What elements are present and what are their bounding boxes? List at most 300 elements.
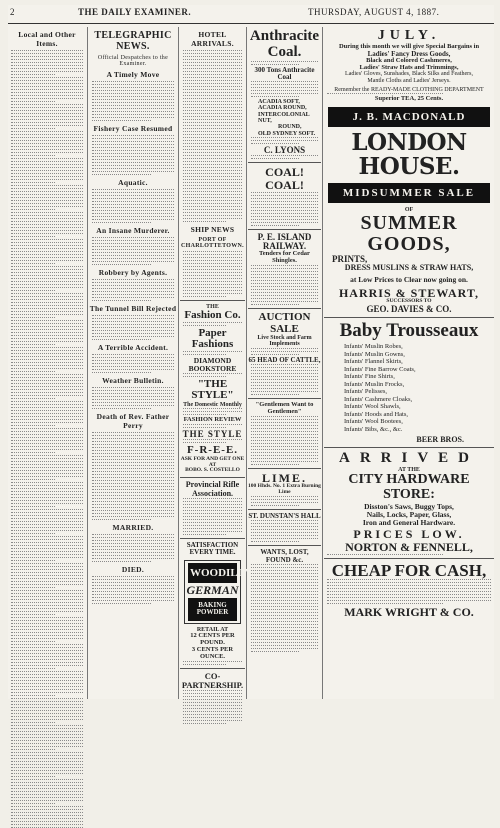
text-line <box>11 419 83 420</box>
text-line <box>11 248 83 249</box>
text-line <box>92 222 151 223</box>
text-line <box>92 507 174 508</box>
text-line <box>11 479 55 480</box>
text-line <box>11 110 83 111</box>
text-line <box>11 335 83 336</box>
text-line <box>11 797 83 798</box>
text-line <box>11 218 83 219</box>
text-line <box>183 507 242 508</box>
text-line <box>92 339 151 340</box>
text-line <box>92 369 174 370</box>
text-line <box>251 639 318 640</box>
text-line <box>251 502 318 503</box>
text-line <box>11 233 83 234</box>
text-line <box>183 197 242 198</box>
text-line <box>92 291 174 292</box>
text-line <box>92 264 151 265</box>
ad-body <box>182 498 243 535</box>
text-line <box>11 197 83 198</box>
text-line <box>251 499 318 500</box>
text-line <box>11 647 83 648</box>
text-line <box>251 367 318 368</box>
text-line <box>11 476 83 477</box>
text-line <box>183 164 242 165</box>
text-line <box>11 413 83 414</box>
text-line <box>183 272 242 273</box>
text-line <box>11 116 83 117</box>
text-line <box>92 87 174 88</box>
article-text <box>91 576 175 604</box>
text-line <box>183 134 242 135</box>
text-line <box>11 194 83 195</box>
text-line <box>11 812 83 813</box>
text-line <box>11 347 83 348</box>
text-line <box>11 572 83 573</box>
text-line <box>11 611 83 612</box>
text-line <box>11 251 83 252</box>
text-line <box>11 80 83 81</box>
text-line <box>11 707 83 708</box>
text-line <box>251 446 318 447</box>
text-line <box>251 576 318 577</box>
ad-text: Iron and General Hardware. <box>362 517 456 527</box>
text-line <box>183 146 242 147</box>
text-line <box>11 254 83 255</box>
text-line <box>92 600 174 601</box>
text-line <box>11 380 83 381</box>
ad-text: ACADIA ROUND, <box>258 105 307 112</box>
ad-headline: CITY HARDWARE STORE: <box>348 472 470 503</box>
text-line <box>183 128 242 129</box>
ad-headline: SATISFACTION EVERY TIME. <box>186 540 239 557</box>
subheading: Aquatic. <box>118 178 148 187</box>
ad-text: OLD SYDNEY SOFT. <box>258 130 316 137</box>
ad-signature: MARK WRIGHT & CO. <box>344 605 474 620</box>
text-line <box>92 159 174 160</box>
text-line <box>11 326 83 327</box>
text-line <box>11 491 83 492</box>
ad-body <box>250 155 319 159</box>
text-line <box>11 725 83 726</box>
text-line <box>11 653 83 654</box>
text-line <box>11 104 83 105</box>
text-line <box>11 461 83 462</box>
text-line <box>92 462 174 463</box>
text-line <box>183 68 242 69</box>
text-line <box>11 656 83 657</box>
product-name: BAKING POWDER <box>188 598 237 621</box>
text-line <box>183 525 242 526</box>
ad-text: OF <box>404 206 414 213</box>
text-line <box>251 431 318 432</box>
text-line <box>251 428 318 429</box>
text-line <box>11 305 83 306</box>
article-text <box>91 237 175 265</box>
text-line <box>11 62 83 63</box>
text-line <box>183 281 242 282</box>
text-line <box>11 746 83 747</box>
text-line <box>11 755 83 756</box>
ad-body <box>250 564 319 652</box>
ad-headline: "Gentlemen Want to Gentlemen" <box>255 401 314 415</box>
text-line <box>92 168 174 169</box>
text-line <box>11 179 83 180</box>
text-line <box>11 173 83 174</box>
baby-item: Infants' Fine Shirts, <box>344 373 395 381</box>
text-line <box>183 83 242 84</box>
text-line <box>183 119 242 120</box>
text-line <box>251 627 318 628</box>
text-line <box>92 246 174 247</box>
text-line <box>183 89 242 90</box>
text-line <box>92 552 174 553</box>
text-line <box>251 292 318 293</box>
text-line <box>11 323 83 324</box>
text-line <box>92 561 151 562</box>
text-line <box>11 65 83 66</box>
text-line <box>251 532 318 533</box>
baby-item: Infants' Muslin Robes, <box>344 343 403 351</box>
column-rule <box>87 27 88 699</box>
text-line <box>251 286 318 287</box>
text-line <box>183 191 242 192</box>
text-line <box>92 141 174 142</box>
text-line <box>11 359 83 360</box>
text-line <box>92 558 174 559</box>
ad-body <box>250 81 319 97</box>
text-line <box>92 450 174 451</box>
text-line <box>11 581 83 582</box>
text-line <box>183 263 242 264</box>
text-line <box>251 385 318 386</box>
text-line <box>327 597 491 598</box>
text-line <box>11 260 83 261</box>
text-line <box>11 53 83 54</box>
text-line <box>11 734 83 735</box>
text-line <box>251 458 318 459</box>
ad-text: ASK FOR AND GET ONE AT <box>180 455 245 468</box>
text-line <box>183 62 242 63</box>
text-line <box>92 162 174 163</box>
text-line <box>11 161 83 162</box>
ad-headline: HARRIS & STEWART, <box>338 285 480 300</box>
text-line <box>183 86 242 87</box>
text-line <box>11 287 83 288</box>
text-line <box>92 111 174 112</box>
ad-signature: BEER BROS. <box>416 435 464 444</box>
text-line <box>92 84 174 85</box>
text-line <box>183 203 242 204</box>
text-line <box>92 540 174 541</box>
text-line <box>183 531 242 532</box>
text-line <box>92 156 174 157</box>
text-line <box>183 723 226 724</box>
text-line <box>183 116 242 117</box>
ad-headline: "THE STYLE" <box>191 377 234 402</box>
text-line <box>183 501 242 502</box>
text-line <box>251 394 299 395</box>
text-line <box>92 597 174 598</box>
text-line <box>251 274 318 275</box>
ad-headline: LIME. <box>261 470 307 485</box>
text-line <box>11 227 83 228</box>
text-line <box>183 519 242 520</box>
text-line <box>92 198 174 199</box>
text-line <box>92 474 174 475</box>
text-line <box>11 314 83 315</box>
text-line <box>251 645 318 646</box>
text-line <box>251 452 318 453</box>
text-line <box>251 425 318 426</box>
baby-item: Infants' Hoods and Hats, <box>344 410 408 418</box>
text-line <box>11 527 83 528</box>
ad-text: AT THE <box>398 467 420 474</box>
text-line <box>92 519 151 520</box>
text-line <box>92 501 174 502</box>
text-line <box>183 206 242 207</box>
text-line <box>92 399 174 400</box>
text-line <box>11 368 83 369</box>
text-line <box>251 630 318 631</box>
ad-headline: CO-PARTNERSHIP. <box>181 670 244 690</box>
text-line <box>11 758 83 759</box>
text-line <box>183 50 242 51</box>
text-line <box>92 447 174 448</box>
text-line <box>92 402 174 403</box>
text-line <box>11 515 83 516</box>
column-telegraphic-news <box>89 27 177 699</box>
text-line <box>11 239 83 240</box>
text-line <box>11 815 83 816</box>
text-line <box>183 408 242 409</box>
ad-headline: Fashion Co. <box>184 309 241 322</box>
text-line <box>183 510 242 511</box>
column-heading: TELEGRAPHIC NEWS. <box>94 30 172 52</box>
text-line <box>251 140 318 141</box>
article-text <box>91 387 175 409</box>
text-line <box>11 281 83 282</box>
text-line <box>11 737 83 738</box>
text-line <box>92 240 174 241</box>
ad-text: The Domestic Monthly <box>183 401 242 408</box>
text-line <box>11 560 55 561</box>
baby-item: Infants' Muslin Frocks, <box>344 380 405 388</box>
text-line <box>92 261 174 262</box>
text-line <box>183 275 242 276</box>
ship-list <box>182 251 243 297</box>
text-line <box>11 506 55 507</box>
text-line <box>11 530 83 531</box>
text-line <box>183 107 242 108</box>
text-line <box>92 114 174 115</box>
text-line <box>183 287 242 288</box>
text-line <box>251 222 318 223</box>
text-line <box>11 584 83 585</box>
text-line <box>183 693 242 694</box>
baby-item: Infants' Flannel Skirts, <box>344 358 403 366</box>
text-line <box>11 272 83 273</box>
text-line <box>92 465 174 466</box>
text-line <box>11 98 83 99</box>
ad-text: Remember the READY-MADE CLOTHING DEPARTMENT <box>334 87 484 94</box>
text-line <box>327 582 491 583</box>
text-line <box>92 237 174 238</box>
baby-item: Infants' Fine Barrow Coats, <box>344 365 416 373</box>
column-rule <box>322 27 323 699</box>
text-line <box>92 153 174 154</box>
text-line <box>11 263 55 264</box>
text-line <box>11 716 83 717</box>
text-line <box>11 512 83 513</box>
text-line <box>251 201 318 202</box>
ad-body <box>250 416 319 465</box>
masthead <box>8 5 494 24</box>
ad-headline: ARRIVED <box>338 450 479 467</box>
ad-text: 100 Hhds. No. 1 Extra Burning Lime <box>248 483 321 496</box>
text-line <box>11 71 83 72</box>
text-line <box>11 350 83 351</box>
text-line <box>11 539 83 540</box>
ad-headline: SUMMER GOODS, <box>360 211 458 255</box>
ad-text: Disston's Saws, Buggy Tops, <box>364 501 454 511</box>
text-line <box>11 596 83 597</box>
text-line <box>183 351 242 352</box>
text-line <box>92 594 174 595</box>
text-line <box>92 90 174 91</box>
text-line <box>11 779 83 780</box>
text-line <box>11 680 83 681</box>
subheading: The Tunnel Bill Rejected <box>89 304 177 313</box>
text-line <box>251 354 299 355</box>
text-line <box>92 252 174 253</box>
text-line <box>11 800 83 801</box>
ad-body <box>182 439 243 443</box>
text-line <box>92 591 174 592</box>
text-line <box>251 633 318 634</box>
text-line <box>251 585 318 586</box>
text-line <box>11 500 83 501</box>
text-line <box>11 473 83 474</box>
text-line <box>251 93 318 94</box>
text-line <box>92 534 174 535</box>
text-line <box>251 529 318 530</box>
text-line <box>183 149 242 150</box>
ad-headline: NORTON & FENNELL, <box>345 540 473 555</box>
text-line <box>251 594 318 595</box>
text-line <box>11 101 55 102</box>
text-line <box>92 549 174 550</box>
text-line <box>251 382 318 383</box>
text-line <box>251 207 318 208</box>
text-line <box>183 257 242 258</box>
text-line <box>11 365 83 366</box>
subheading: MARRIED. <box>112 523 154 532</box>
text-line <box>183 200 242 201</box>
text-line <box>183 170 242 171</box>
text-line <box>11 683 83 684</box>
text-line <box>11 809 83 810</box>
ad-headline: CHEAP FOR CASH, <box>331 560 487 580</box>
text-line <box>183 140 242 141</box>
ad-text: DRESS MUSLINS & STRAW HATS, <box>344 263 474 273</box>
text-line <box>11 782 83 783</box>
text-line <box>183 251 242 252</box>
text-line <box>251 570 318 571</box>
text-line <box>251 379 318 380</box>
ad-text: 65 HEAD OF CATTLE, <box>248 355 321 364</box>
text-line <box>92 438 174 439</box>
text-line <box>11 437 83 438</box>
text-line <box>92 102 174 103</box>
text-line <box>11 770 83 771</box>
column-coal-ads <box>248 27 321 699</box>
text-line <box>183 95 242 96</box>
article-text <box>91 189 175 223</box>
text-line <box>11 170 83 171</box>
text-line <box>11 458 83 459</box>
ad-body <box>250 496 319 506</box>
text-line <box>92 546 174 547</box>
text-line <box>11 356 83 357</box>
text-line <box>11 743 83 744</box>
text-line <box>251 461 318 462</box>
text-line <box>11 635 83 636</box>
text-line <box>11 122 83 123</box>
text-line <box>11 614 55 615</box>
text-line <box>251 597 318 598</box>
text-line <box>92 480 174 481</box>
text-line <box>251 277 318 278</box>
article-text <box>91 279 175 301</box>
text-line <box>92 579 174 580</box>
text-line <box>11 119 83 120</box>
text-line <box>183 74 242 75</box>
text-line <box>92 477 174 478</box>
ad-text: BOBO. S. COSTELLO <box>185 467 240 474</box>
text-line <box>11 662 83 663</box>
ad-body <box>182 408 243 415</box>
text-line <box>251 90 318 91</box>
text-line <box>92 285 174 286</box>
ad-body <box>250 192 319 226</box>
ad-text: 3 CENTS PER OUNCE. <box>191 646 234 660</box>
text-line <box>251 538 318 539</box>
baby-item: Infants' Muslin Gowns, <box>344 350 405 358</box>
text-line <box>183 708 242 709</box>
ad-headline: Anthracite Coal. <box>249 28 320 60</box>
text-line <box>11 158 83 159</box>
ad-text: 300 Tons Anthracite Coal <box>254 65 315 81</box>
text-line <box>92 513 174 514</box>
ad-headline: PRICES LOW. <box>353 527 465 542</box>
text-line <box>92 489 174 490</box>
text-line <box>183 664 226 665</box>
subheading: Death of Rev. Father Perry <box>96 412 170 430</box>
text-line <box>92 294 174 295</box>
text-line <box>251 464 299 465</box>
text-line <box>251 195 318 196</box>
text-line <box>92 585 174 586</box>
text-line <box>251 520 318 521</box>
text-line <box>11 269 83 270</box>
ad-headline: THE STYLE <box>182 428 243 439</box>
subheading: An Insane Murderer. <box>96 226 170 235</box>
text-line <box>11 77 83 78</box>
subheading: PORT OF CHARLOTTETOWN. <box>181 237 244 249</box>
text-line <box>327 93 443 94</box>
text-line <box>11 701 83 702</box>
subheading: Official Despatches to the Examiner. <box>97 55 169 67</box>
